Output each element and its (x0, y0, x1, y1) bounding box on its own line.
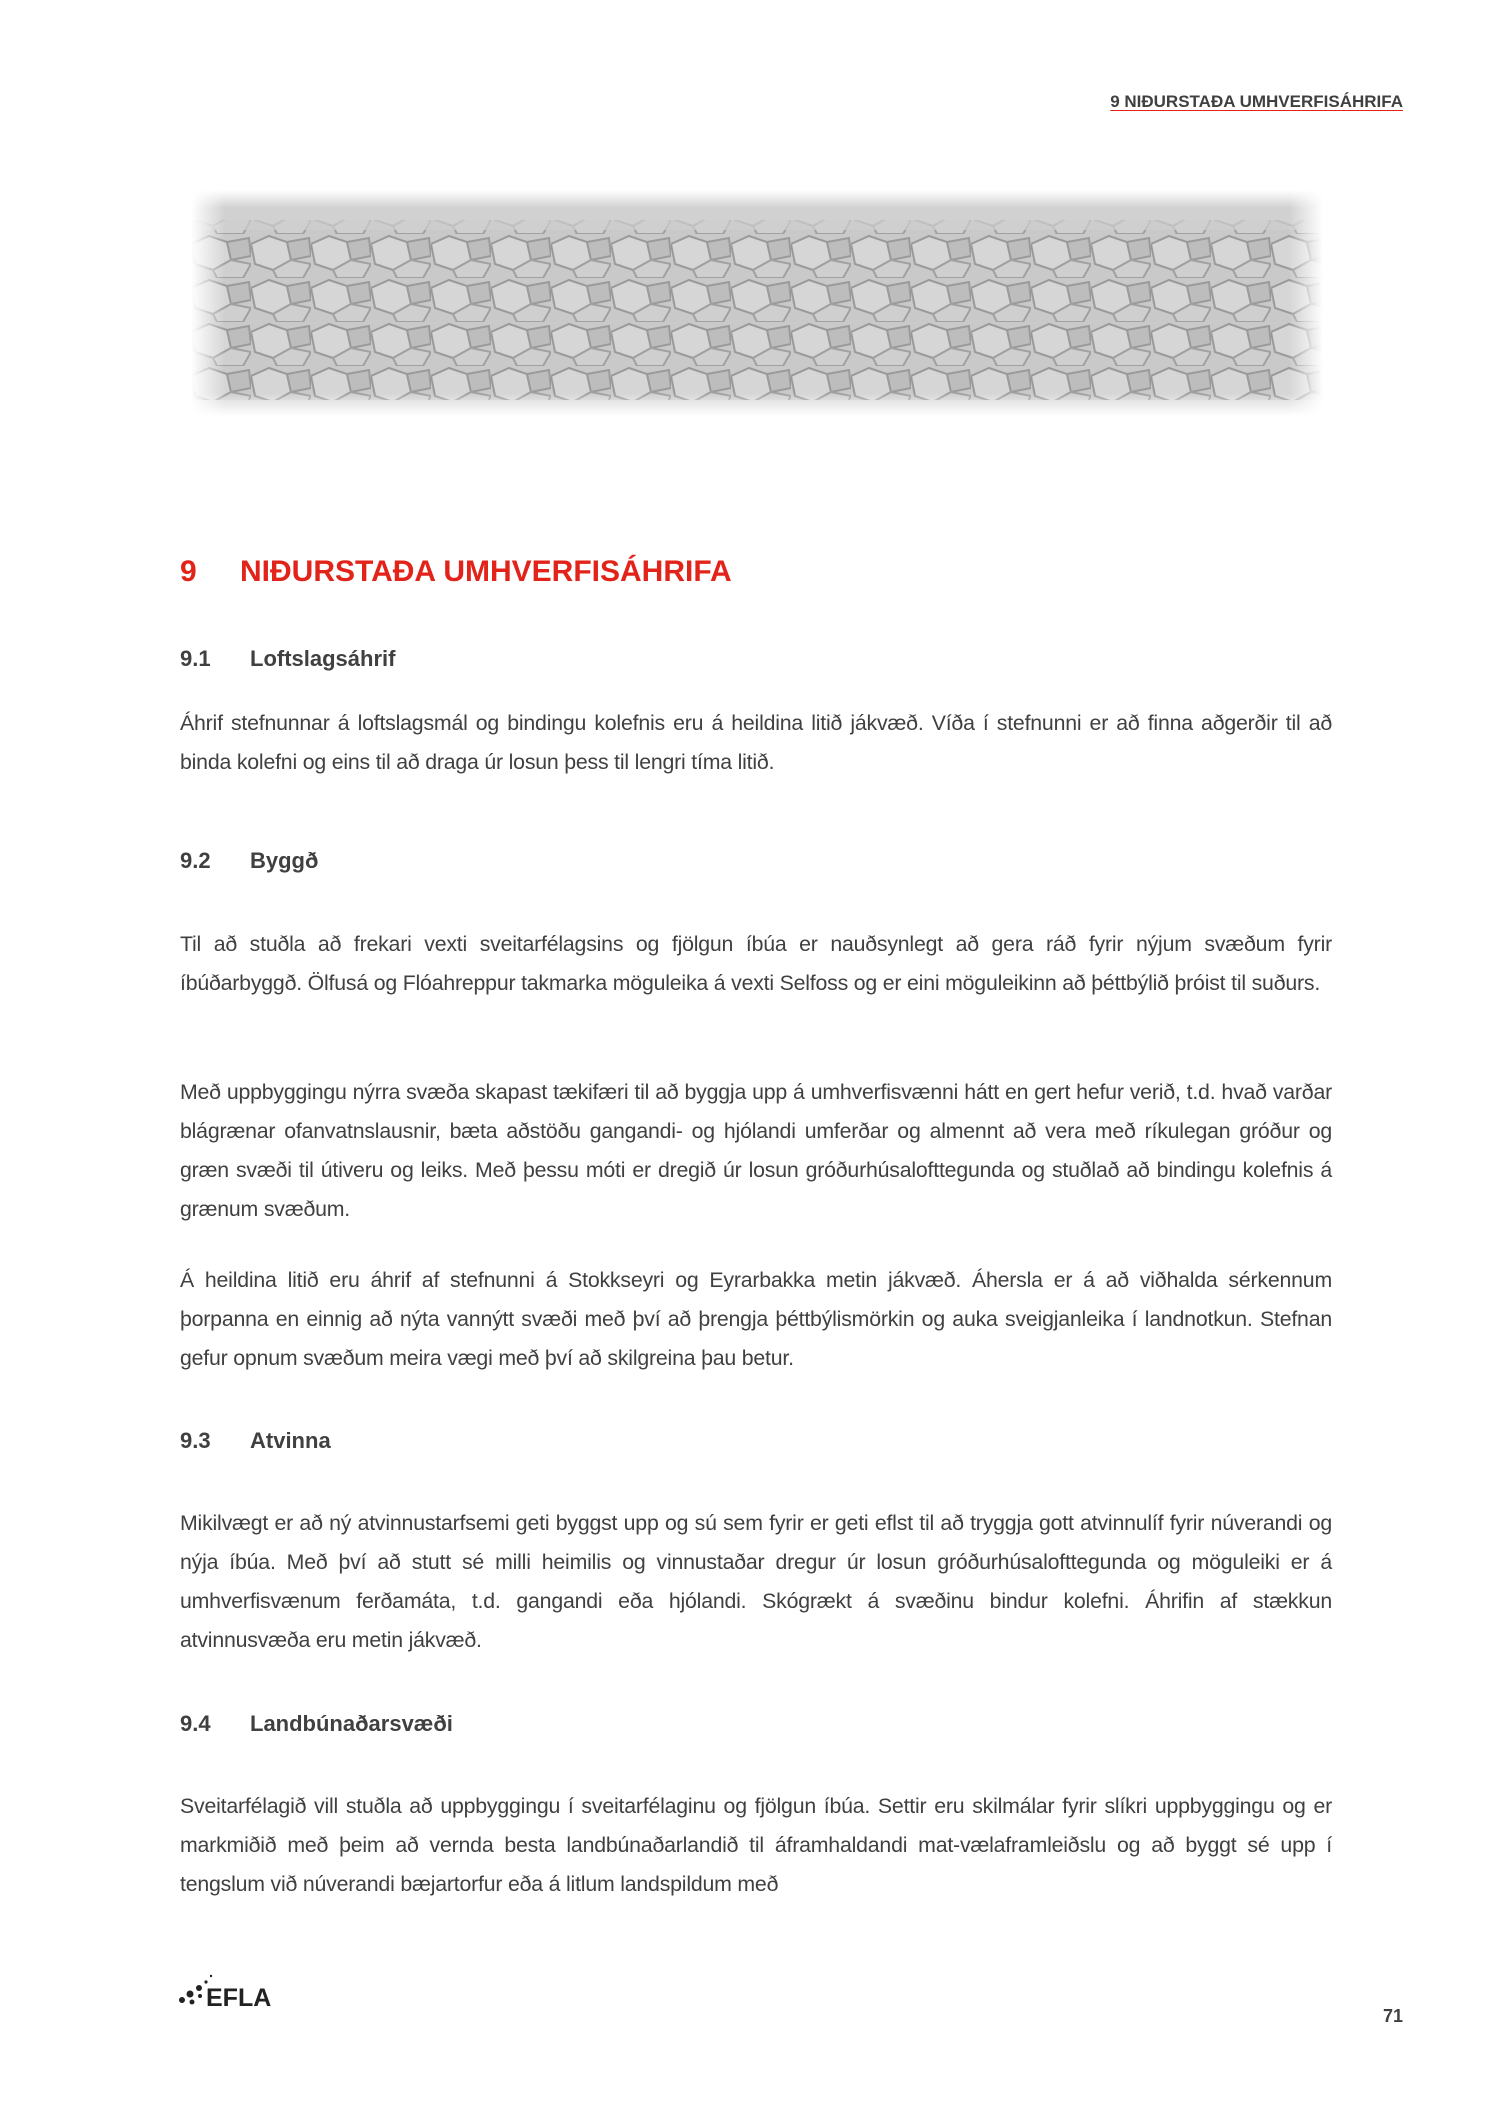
chapter-title: NIÐURSTAÐA UMHVERFISÁHRIFA (240, 555, 732, 588)
paragraph: Áhrif stefnunnar á loftslagsmál og bindingu kolefnis eru á heildina litið jákvæð. Víða í stefnunni er að finna aðgerðir til að binda kolefni og eins til að draga úr losun þess til lengri tíma litið. (180, 711, 1332, 774)
page-number: 71 (1382, 2006, 1403, 2026)
section-title: Byggð (250, 848, 319, 873)
paragraph: Sveitarfélagið vill stuðla að uppbyggingu í sveitarfélaginu og fjölgun íbúa. Settir eru skilmálar fyrir slíkri uppbyggingu og er markmiðið með þeim að vernda besta landbúnaðarlandið til áframhaldandi mat-vælaframleiðslu og að byggt sé upp í tengslum við núverandi bæjartorfur eða á litlum landspildum með (180, 1794, 1332, 1896)
paragraph: Til að stuðla að frekari vexti sveitarfélagsins og fjölgun íbúa er nauðsynlegt að gera ráð fyrir nýjum svæðum fyrir íbúðarbyggð. Ölfusá og Flóahreppur takmarka möguleika á vexti Selfoss og er eini möguleikinn að þéttbýlið þróist til suðurs. (180, 932, 1332, 995)
paragraph: Á heildina litið eru áhrif af stefnunni á Stokkseyri og Eyrarbakka metin jákvæð. Áhersla er á að viðhalda sérkennum þorpanna en einnig að nýta vannýtt svæði með því að þrengja þéttbýlismörkin og auka sveigjanleika í landnotkun. Stefnan gefur opnum svæðum meira vægi með því að skilgreina þau betur. (180, 1268, 1332, 1370)
basalt-columns-banner-image (191, 190, 1323, 416)
section-title: Landbúnaðarsvæði (250, 1711, 453, 1736)
section-number: 9.4 (180, 1711, 211, 1736)
section-title: Loftslagsáhrif (250, 646, 396, 671)
svg-text:EFLA: EFLA (206, 1984, 272, 2008)
section-heading-9-4 (180, 1711, 453, 1737)
paragraph: Með uppbyggingu nýrra svæða skapast tækifæri til að byggja upp á umhverfisvænni hátt en gert hefur verið, t.d. hvað varðar blágrænar ofanvatnslausnir, bæta aðstöðu gangandi- og hjólandi umferðar og almennt að vera með ríkulegan gróður og græn svæði til útiveru og leiks. Með þessu móti er dregið úr losun gróðurhúsalofttegunda og stuðlað að bindingu kolefnis á grænum svæðum. (180, 1080, 1332, 1221)
paragraph: Mikilvægt er að ný atvinnustarfsemi geti byggst upp og sú sem fyrir er geti eflst til að tryggja gott atvinnulíf fyrir núverandi og nýja íbúa. Með því að stutt sé milli heimilis og vinnustaðar dregur úr losun gróðurhúsalofttegunda og möguleiki er á umhverfisvænum ferðamáta, t.d. gangandi eða hjólandi. Skógrækt á svæðinu bindur kolefni. Áhrifin af stækkun atvinnusvæða eru metin jákvæð. (180, 1511, 1332, 1652)
chapter-number: 9 (180, 555, 197, 588)
section-title: Atvinna (250, 1428, 331, 1453)
section-heading-9-1 (180, 646, 395, 672)
efla-logo (178, 1972, 290, 2013)
section-number: 9.2 (180, 848, 211, 873)
chapter-heading (180, 555, 732, 589)
running-header: 9 NIÐURSTAÐA UMHVERFISÁHRIFA (1110, 92, 1403, 111)
section-heading-9-2 (180, 848, 318, 874)
section-heading-9-3 (180, 1428, 331, 1454)
section-number: 9.3 (180, 1428, 211, 1453)
section-number: 9.1 (180, 646, 211, 671)
